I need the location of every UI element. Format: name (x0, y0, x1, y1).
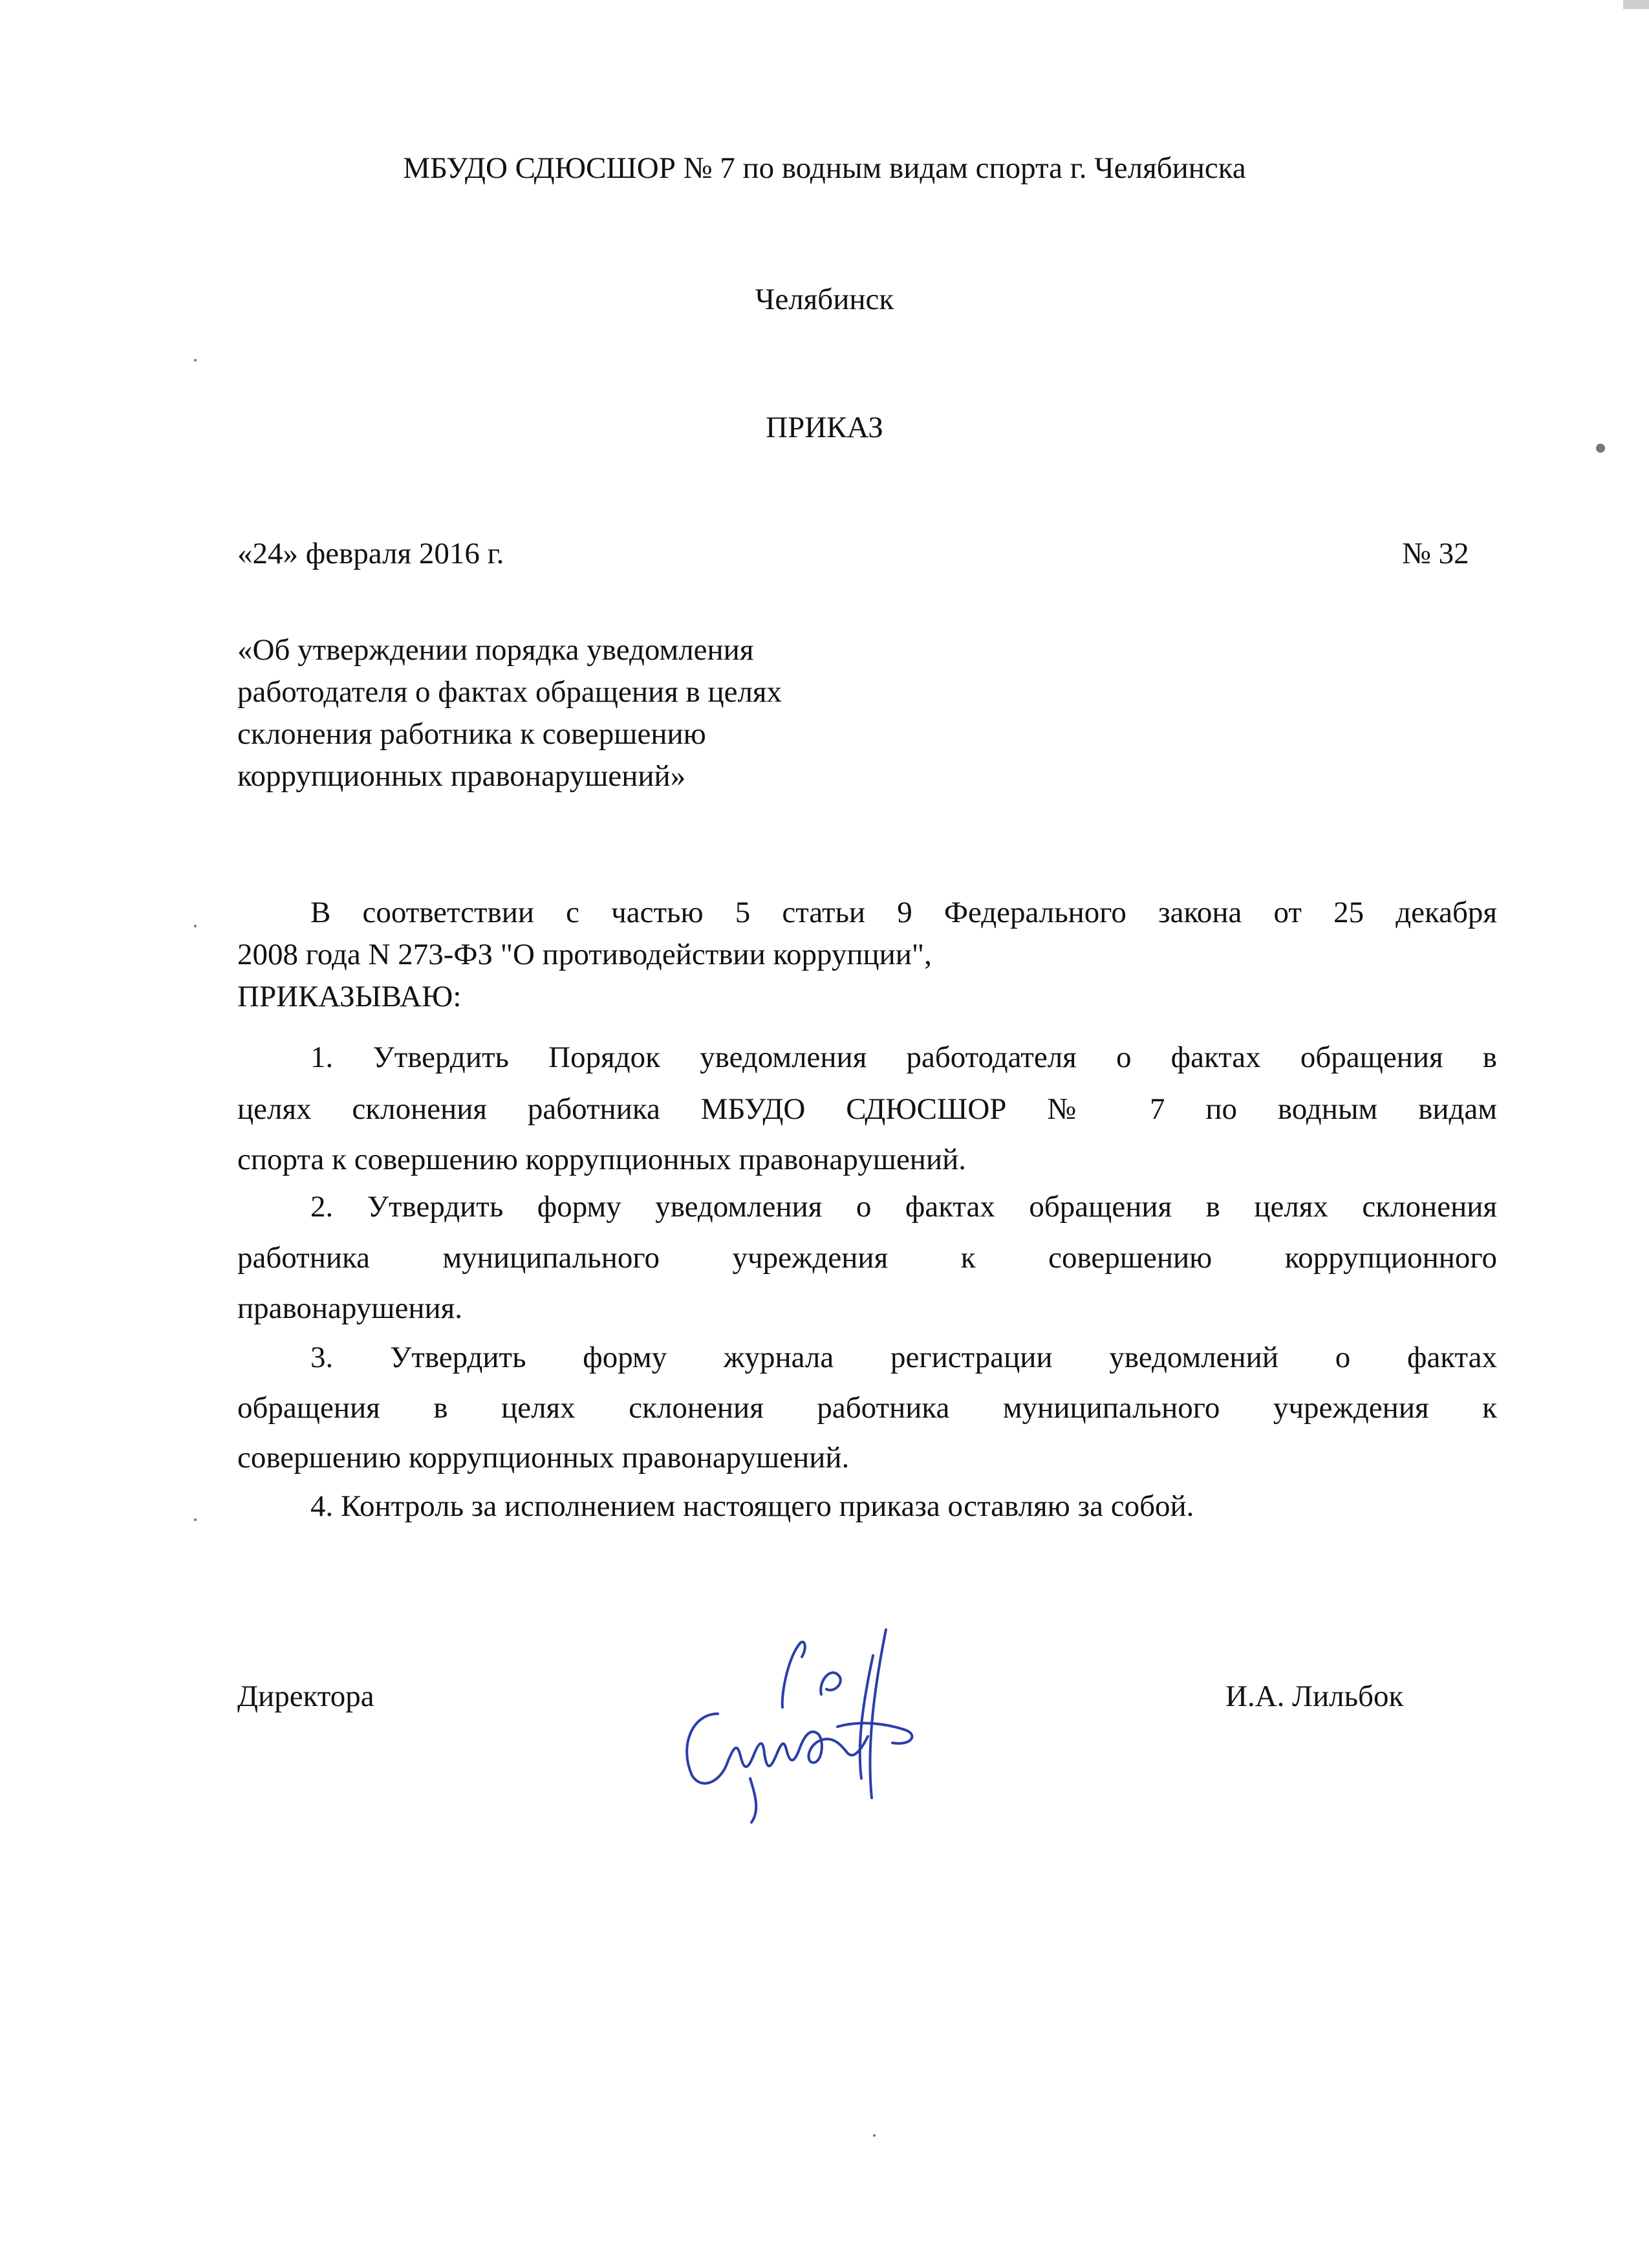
order-item-3: обращения в целях склонения работника муниципального учреждения к (237, 1391, 1497, 1425)
scan-speck (873, 2134, 876, 2137)
order-item-2: правонарушения. (237, 1291, 463, 1325)
document-type-title: ПРИКАЗ (766, 411, 883, 444)
scan-speck (194, 1518, 197, 1521)
order-item-1: 1. Утвердить Порядок уведомления работодателя о фактах обращения в (310, 1041, 1497, 1074)
scan-speck (1596, 444, 1605, 453)
order-item-3: совершению коррупционных правонарушений. (237, 1441, 850, 1474)
preamble-line: В соответствии с частью 5 статьи 9 Федерального закона от 25 декабря (310, 896, 1497, 929)
order-item-4: 4. Контроль за исполнением настоящего приказа оставляю за собой. (310, 1489, 1194, 1523)
subject-line: склонения работника к совершению (237, 717, 706, 751)
order-date: «24» февраля 2016 г. (237, 537, 504, 570)
signatory-position: Директора (237, 1679, 374, 1713)
preamble-line: 2008 года N 273-ФЗ "О противодействии коррупции", (237, 938, 932, 971)
handwritten-signature (673, 1617, 944, 1830)
scan-speck (194, 359, 197, 362)
order-item-3: 3. Утвердить форму журнала регистрации уведомлений о фактах (310, 1341, 1497, 1374)
signatory-name: И.А. Лильбок (1225, 1679, 1404, 1713)
scan-edge (1623, 0, 1649, 9)
scan-speck (194, 925, 197, 927)
subject-line: работодателя о фактах обращения в целях (237, 675, 782, 709)
order-number: № 32 (1402, 537, 1469, 570)
order-item-1: целях склонения работника МБУДО СДЮСШОР № 7 по водным видам (237, 1092, 1497, 1126)
subject-line: коррупционных правонарушений» (237, 759, 686, 793)
order-word: ПРИКАЗЫВАЮ: (237, 980, 462, 1013)
order-item-1: спорта к совершению коррупционных правонарушений. (237, 1143, 967, 1176)
organization-heading: МБУДО СДЮСШОР № 7 по водным видам спорта г. Челябинска (403, 151, 1246, 185)
subject-line: «Об утверждении порядка уведомления (237, 633, 754, 667)
order-item-2: 2. Утвердить форму уведомления о фактах обращения в целях склонения (310, 1190, 1497, 1224)
city-line: Челябинск (755, 283, 894, 316)
order-item-2: работника муниципального учреждения к совершению коррупционного (237, 1241, 1497, 1275)
